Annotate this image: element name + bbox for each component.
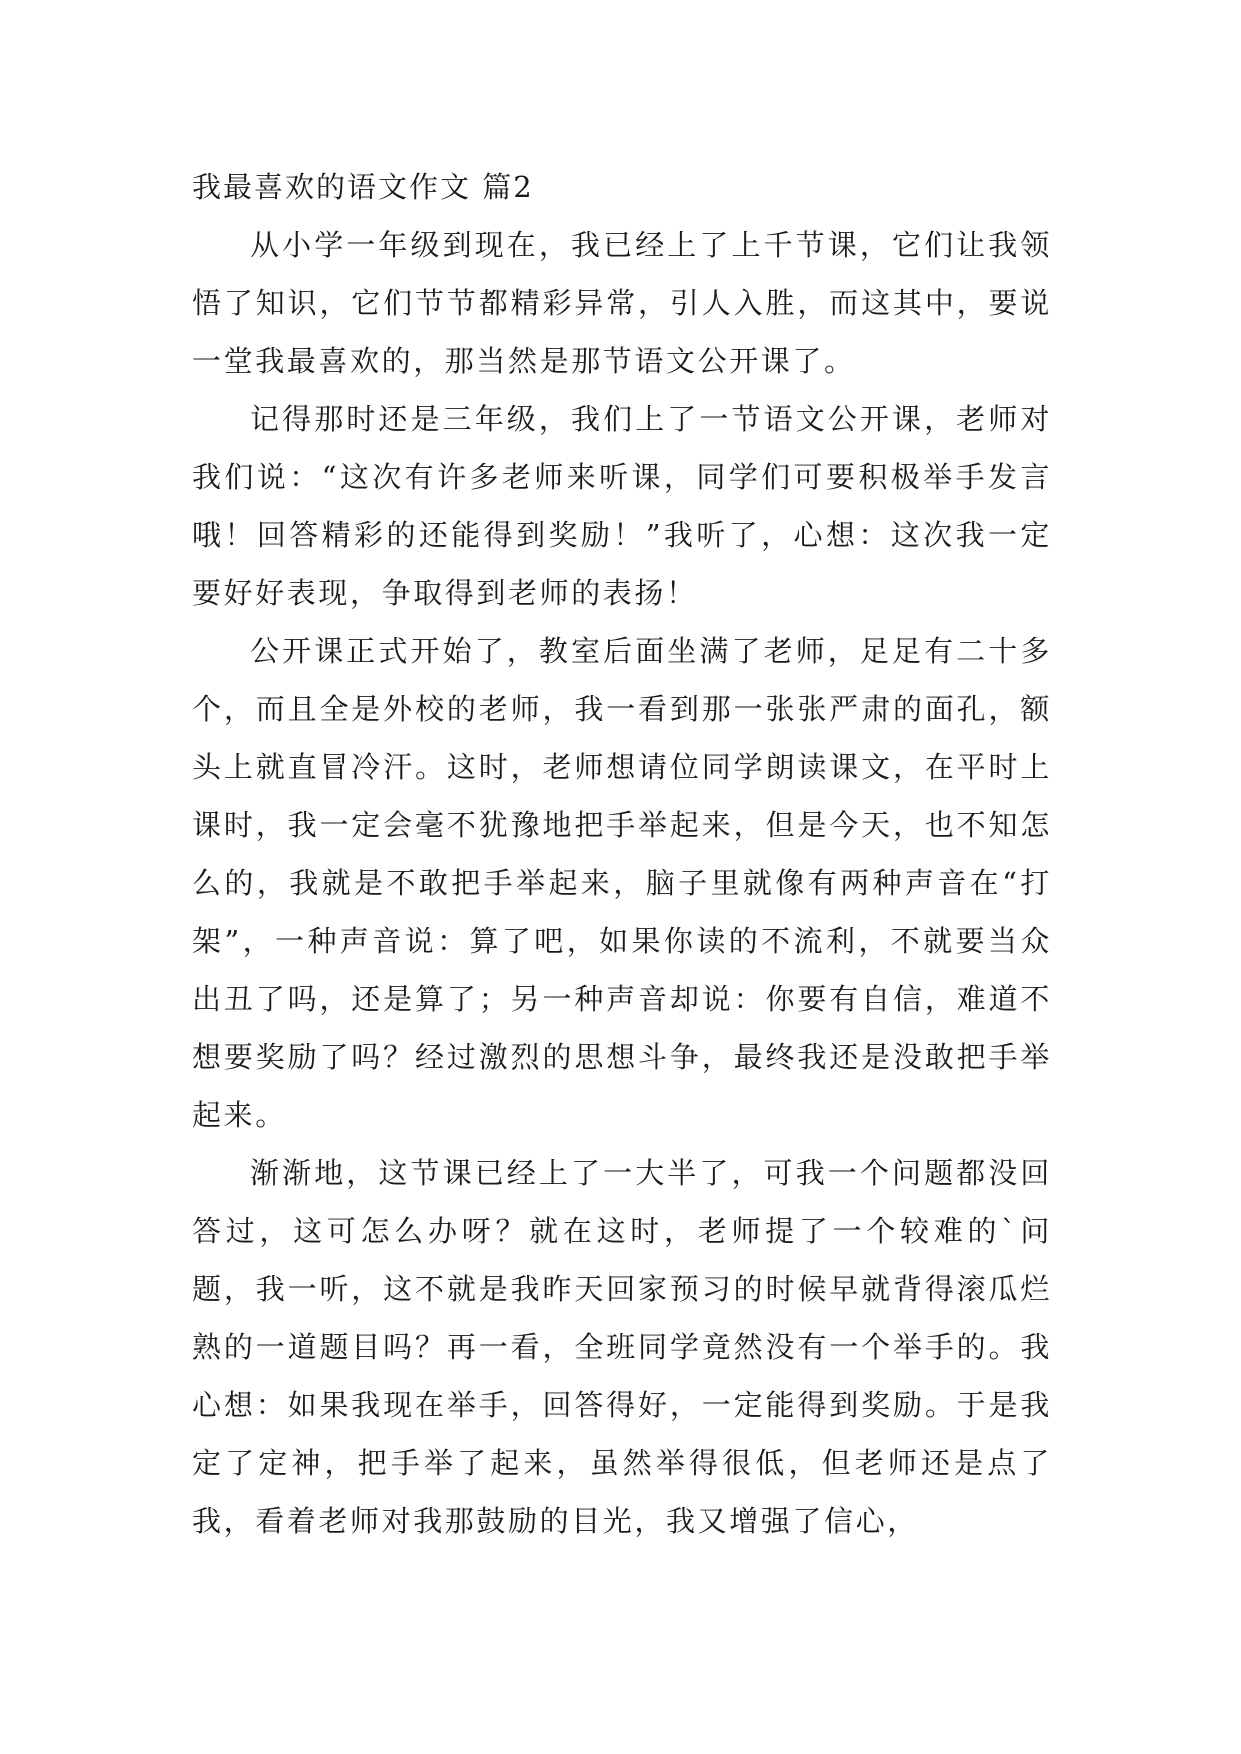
paragraph-4: 渐渐地，这节课已经上了一大半了，可我一个问题都没回答过，这可怎么办呀？就在这时，老师提了一个较难的`问题，我一听，这不就是我昨天回家预习的时候早就背得滚瓜烂熟的一道题目吗？再一看，全班同学竟然没有一个举手的。我心想：如果我现在举手，回答得好，一定能得到奖励。于是我定了定神，把手举了起来，虽然举得很低，但老师还是点了我，看着老师对我那鼓励的目光，我又增强了信心， bbox=[192, 1156, 1052, 1538]
document-body bbox=[192, 158, 1052, 1550]
paragraph-1: 从小学一年级到现在，我已经上了上千节课，它们让我领悟了知识，它们节节都精彩异常，引人入胜，而这其中，要说一堂我最喜欢的，那当然是那节语文公开课了。 bbox=[192, 228, 1052, 378]
paragraph-2: 记得那时还是三年级，我们上了一节语文公开课，老师对我们说：“这次有许多老师来听课，同学们可要积极举手发言哦！回答精彩的还能得到奖励！”我听了，心想：这次我一定要好好表现，争取得到老师的表扬！ bbox=[192, 402, 1052, 610]
essay-title: 我最喜欢的语文作文 篇2 bbox=[192, 170, 534, 204]
paragraph-3: 公开课正式开始了，教室后面坐满了老师，足足有二十多个，而且全是外校的老师，我一看到那一张张严肃的面孔，额头上就直冒冷汗。这时，老师想请位同学朗读课文，在平时上课时，我一定会毫不犹豫地把手举起来，但是今天，也不知怎么的，我就是不敢把手举起来，脑子里就像有两种声音在“打架”，一种声音说：算了吧，如果你读的不流利，不就要当众出丑了吗，还是算了；另一种声音却说：你要有自信，难道不想要奖励了吗？经过激烈的思想斗争，最终我还是没敢把手举起来。 bbox=[192, 634, 1052, 1132]
